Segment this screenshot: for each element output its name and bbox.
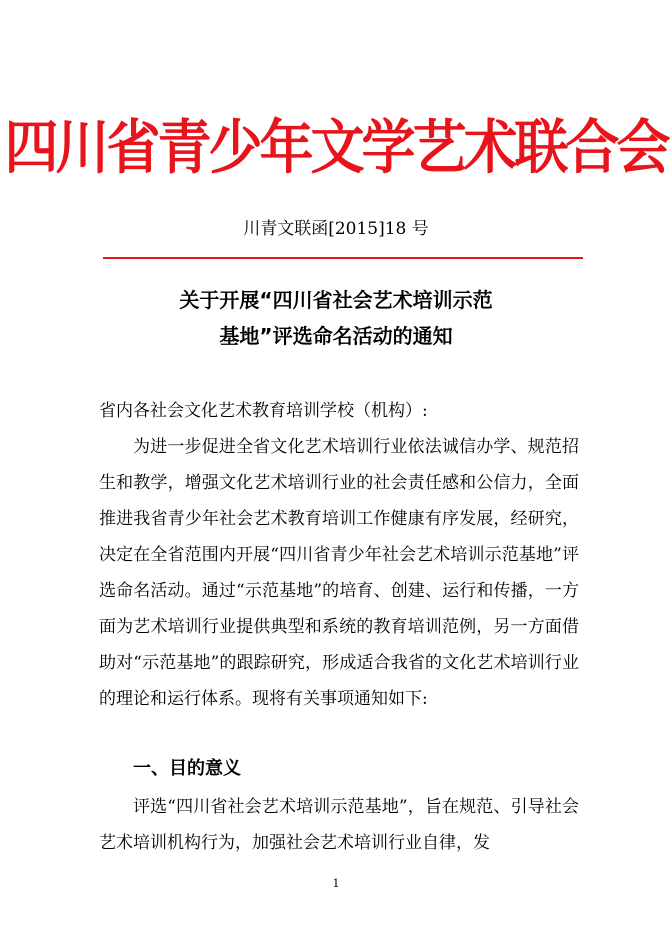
paragraph-1: 为进一步促进全省文化艺术培训行业依法诚信办学、规范招生和教学，增强文化艺术培训行业的社会责任感和公信力，全面推进我省青少年社会艺术教育培训工作健康有序发展，经研究，决定在全省范围内开展“四川省青少年社会艺术培训示范基地”评选命名活动。通过“示范基地”的培育、创建、运行和传播，一方面为艺术培训行业提供典型和系统的教育培训范例，另一方面借助对“示范基地”的跟踪研究，形成适合我省的文化艺术培训行业的理论和运行体系。现将有关事项通知如下: xyxy=(99,437,579,709)
greeting: 省内各社会文化艺术教育培训学校（机构）: xyxy=(99,401,428,421)
paragraph-2: 评选“四川省社会艺术培训示范基地”，旨在规范、引导社会艺术培训机构行为，加强社会艺术培训行业自律，发 xyxy=(99,797,579,853)
organization-header: 四川省青少年文学艺术联合会 xyxy=(4,113,668,182)
red-divider-line xyxy=(103,257,583,259)
document-title xyxy=(0,282,672,354)
title-line-2: 基地”评选命名活动的通知 xyxy=(219,324,453,348)
document-number: 川青文联函[2015]18 号 xyxy=(243,219,429,239)
title-line-1: 关于开展“四川省社会艺术培训示范 xyxy=(179,288,493,312)
section-heading-1: 一、目的意义 xyxy=(133,758,241,779)
page-number: 1 xyxy=(332,877,340,890)
